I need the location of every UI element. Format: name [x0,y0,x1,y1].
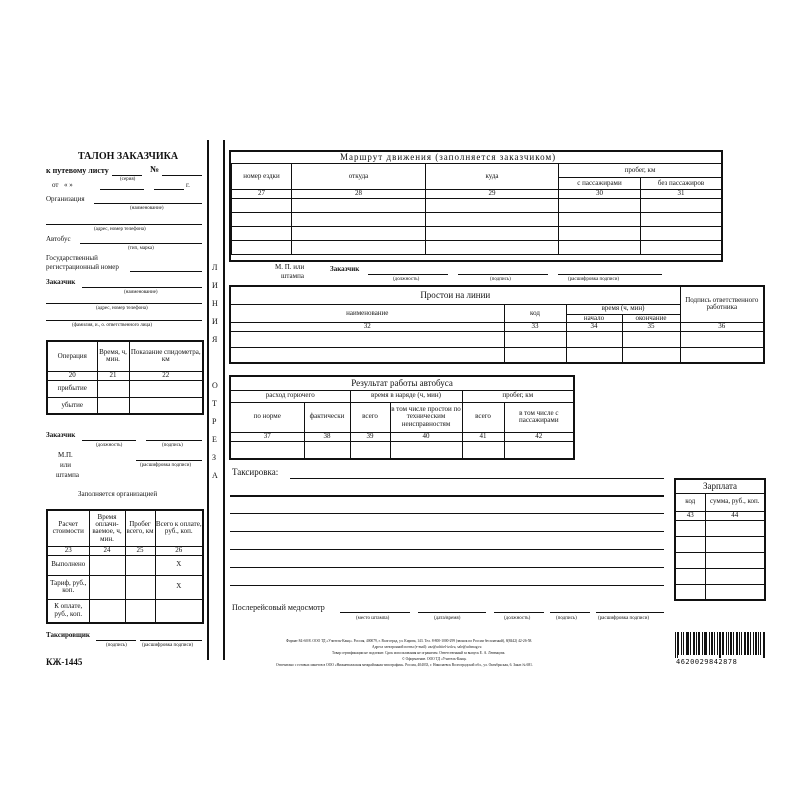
result-header-duty: время в наряде (ч, мин) [350,390,462,402]
route-cell [641,199,722,213]
result-num: 41 [462,432,504,441]
route-sign-caption: (подпись) [490,277,511,282]
op-cell [129,397,203,414]
reg-label-2: регистрационный номер [46,263,119,271]
number-line [162,175,202,176]
calc-x-mark: X [155,555,203,575]
year-line [154,189,184,190]
route-header-run: пробег, км [559,164,722,178]
customer-sign-label: Заказчик [46,431,76,439]
barcode-bar [744,632,745,655]
calc-num: 25 [125,546,155,555]
route-cell [232,213,292,227]
calc-header-total: Всего к оплате, руб., коп. [155,510,203,546]
barcode-bar [731,632,732,655]
decoding-caption: (расшифровка подписи) [140,463,192,468]
tear-line-letter: О [212,381,218,390]
barcode-bar [688,632,689,655]
barcode-bar [714,632,715,655]
imprint-line: © Оформление. ООО ТД «Учитель-Канц» [402,657,467,661]
barcode-bar [690,632,691,655]
barcode-bar [726,632,727,655]
idle-header-time: время (ч, мин) [566,304,680,314]
date-marks: « » [64,181,73,189]
taxing-line [230,567,664,568]
imprint-line: Адреса электронной почты (e-mail): zaz@uchitel-izd.ru, sale@uchmag.ru [372,645,482,649]
route-cell [426,213,559,227]
stamp-stamp: штампа [56,471,79,479]
calc-table [46,509,204,624]
imprint-line: Товар сертификации не подлежит. Срок использования не ограничен. Ответственный за выпуск Е. А. Левенцова. [332,651,506,655]
route-cell [232,227,292,241]
barcode-bar [750,632,751,655]
idle-header-start: начало [566,314,622,322]
salary-header-sum: сумма, руб., коп. [705,493,765,511]
barcode-bar [706,632,707,655]
op-row-arrival: прибытие [47,380,97,397]
salary-cell [705,552,765,568]
salary-cell [675,584,705,600]
barcode-bar [675,632,676,658]
result-header-fuel: расход горючего [230,390,350,402]
bus-label: Автобус [46,235,71,243]
barcode-digits: 4620029842878 [676,658,738,666]
op-cell [97,380,129,397]
year-label: г. [186,181,190,189]
route-header-trip: номер ездки [232,164,292,190]
barcode-bar [699,632,700,655]
barcode-bar [709,632,710,655]
route-header-nopass: без пассажиров [641,178,722,190]
series-line [112,175,142,176]
calc-row-done: Выполнено [47,555,89,575]
route-num: 28 [292,190,426,199]
op-num: 21 [97,371,129,380]
tear-line-letter: А [212,471,218,480]
route-header-from: откуда [292,164,426,190]
from-label: от [52,181,59,189]
to-waybill-label: к путевому листу [46,166,109,175]
org-address-line [46,224,202,225]
medical-caption: (подпись) [556,616,577,621]
route-position-caption: (должность) [393,277,420,282]
barcode-bar [748,632,749,655]
salary-cell [675,536,705,552]
form-code: КЖ-1445 [46,657,83,667]
barcode-bar [694,632,695,655]
reg-label-1: Государственный [46,254,98,262]
idle-header-code: код [504,304,566,322]
result-header-total2: всего [462,402,504,432]
op-cell [97,397,129,414]
month-line [100,189,144,190]
barcode-bar [730,632,731,655]
medical-line [418,612,486,613]
idle-header-sign: Подпись ответственного работника [680,286,764,322]
bus-line [80,243,202,244]
op-num: 22 [129,371,203,380]
taxing-line [230,513,664,514]
op-cell [129,380,203,397]
route-title: Маршрут движения (заполняется заказчиком) [340,152,557,162]
route-cell [232,241,292,255]
taxing-line [230,585,664,586]
salary-cell [675,520,705,536]
customer-address-caption: (адрес, номер телефона) [96,306,148,311]
result-cell [504,441,574,459]
route-num: 31 [641,190,722,199]
calc-header-run: Пробег всего, км [125,510,155,546]
barcode [674,632,766,666]
barcode-bar [736,632,737,655]
barcode-bar [747,632,748,655]
taxing-label: Таксировка: [232,467,279,477]
barcode-bar [760,632,761,655]
customer-name-caption: (наименование) [124,290,158,295]
result-num: 37 [230,432,304,441]
result-cell [350,441,390,459]
taxing-line [230,495,664,497]
org-address-caption: (адрес, номер телефона) [94,227,146,232]
tear-line-letter: Н [212,299,218,308]
route-cell [559,241,641,255]
stub-title: ТАЛОН ЗАКАЗЧИКА [78,151,179,162]
salary-header-code: код [675,493,705,511]
barcode-bar [704,632,705,655]
route-cell [641,241,722,255]
idle-header-end: окончание [622,314,680,322]
calc-num: 24 [89,546,125,555]
barcode-bar [756,632,757,655]
route-num: 30 [559,190,641,199]
calc-cell [89,599,125,623]
medical-line [340,612,410,613]
result-cell [304,441,350,459]
idle-cell [680,331,764,347]
barcode-bar [686,632,687,655]
calc-cell [125,575,155,599]
salary-cell [705,520,765,536]
calc-row-tariff: Тариф, руб., коп. [47,575,89,599]
result-header-pass: в том числе с пассажирами [504,402,574,432]
route-cell [292,227,426,241]
stamp-or: или [60,461,71,469]
calc-header-time: Время оплачи-ваемое, ч, мин. [89,510,125,546]
responsible-caption: (фамилия, и., о. ответственного лица) [72,323,152,328]
op-num: 20 [47,371,97,380]
number-sign: № [150,164,160,174]
barcode-bar [678,632,679,655]
idle-cell [504,347,566,363]
route-cell [292,241,426,255]
route-cell [641,227,722,241]
customer-line [82,287,202,288]
taxing-line [230,531,664,532]
sign-caption: (подпись) [162,443,183,448]
idle-cell [230,347,504,363]
result-header-idle: в том числе простои по техническим неисправностям [390,402,462,432]
result-header-fact: фактически [304,402,350,432]
medical-caption: (должность) [504,616,531,621]
sign-line [146,440,202,441]
barcode-bar [683,632,684,655]
idle-cell [622,347,680,363]
barcode-bar [728,632,729,655]
route-cell [559,213,641,227]
route-customer-label: Заказчик [330,265,360,273]
salary-cell [705,536,765,552]
barcode-bar [745,632,746,655]
stamp-mp: М.П. [58,451,73,459]
calc-num: 23 [47,546,89,555]
barcode-bar [712,632,713,655]
result-num: 42 [504,432,574,441]
route-cell [559,199,641,213]
salary-table [674,478,766,601]
idle-num: 33 [504,322,566,331]
idle-num: 36 [680,322,764,331]
tear-line-letter: Л [212,263,218,272]
barcode-bar [723,632,724,655]
idle-num: 32 [230,322,504,331]
tear-line-letter: З [212,453,217,462]
taxer-label: Таксировщик [46,631,90,639]
barcode-bar [705,632,706,655]
barcode-bar [698,632,699,655]
salary-num: 44 [705,511,765,520]
position-caption: (должность) [96,443,123,448]
barcode-bar [693,632,694,655]
salary-num: 43 [675,511,705,520]
responsible-line [46,320,202,321]
route-stamp-label: штампа [281,272,304,280]
barcode-bar [717,632,718,655]
salary-cell [675,552,705,568]
org-name-caption: (наименование) [130,206,164,211]
calc-cell [89,555,125,575]
barcode-bar [741,632,742,655]
medical-line [550,612,590,613]
medical-line [596,612,664,613]
barcode-bar [677,632,678,658]
barcode-bar [720,632,721,658]
salary-cell [675,568,705,584]
route-sign-line [458,274,548,275]
route-cell [292,199,426,213]
route-mp-label: М. П. или [275,263,305,271]
taxing-line [230,549,664,550]
route-position-line [368,274,448,275]
taxer-sign-line [96,640,136,641]
idle-num: 34 [566,322,622,331]
tear-line-letter: И [212,317,218,326]
medical-label: Послерейсовый медосмотр [232,603,325,612]
calc-cell [155,599,203,623]
idle-table [229,285,765,364]
idle-cell [566,347,622,363]
taxer-decoding-line [140,640,202,641]
result-header-run: пробег, км [462,390,574,402]
idle-cell [680,347,764,363]
barcode-bar [737,632,738,655]
medical-caption: (расшифровка подписи) [598,616,650,621]
barcode-bar [711,632,712,655]
position-line [82,440,136,441]
route-table [231,163,722,255]
barcode-bar [702,632,703,655]
idle-title: Простои на линии [230,286,680,304]
route-decoding-line [558,274,662,275]
result-cell [390,441,462,459]
route-cell [426,241,559,255]
barcode-bar [758,632,759,655]
calc-cell [89,575,125,599]
result-cell [462,441,504,459]
op-header-time: Время, ч, мин. [97,341,129,371]
salary-cell [705,568,765,584]
calc-cell [125,599,155,623]
taxer-decoding-caption: (расшифровка подписи) [142,643,194,648]
barcode-bar [755,632,756,655]
taxer-sign-caption: (подпись) [106,643,127,648]
result-cell [230,441,304,459]
route-cell [426,227,559,241]
tear-line-letter: И [212,281,218,290]
tear-line-right [223,140,225,660]
tear-line-letter: Т [212,399,217,408]
imprint-line: Отпечатано с готовых макетов в ООО «Нижневолжская межрайонная типография». Россия, 404033, г. Николаевск Волгоградской обл., ул. Октябрьская, 6. Заказ № 681. [276,663,533,667]
org-line [94,203,202,204]
medical-caption: (место штампа) [356,616,390,621]
filled-by-org: Заполняется организацией [78,490,158,498]
result-title: Результат работы автобуса [230,376,574,390]
barcode-bar [681,632,682,655]
op-row-departure: убытие [47,397,97,414]
barcode-bar [722,632,723,655]
salary-cell [705,584,765,600]
medical-line [494,612,544,613]
result-header-total: всего [350,402,390,432]
result-header-norm: по норме [230,402,304,432]
route-cell [641,213,722,227]
route-num: 27 [232,190,292,199]
bus-type-caption: (тип, марка) [128,246,154,251]
calc-cell [125,555,155,575]
customer-label: Заказчик [46,278,76,286]
route-num: 29 [426,190,559,199]
calc-num: 26 [155,546,203,555]
customer-address-line [46,303,202,304]
result-num: 40 [390,432,462,441]
calc-row-topay: К оплате, руб., коп. [47,599,89,623]
imprint-line: Формат 84×60/8. ООО ТД «Учитель-Канц». Россия, 400079, г. Волгоград, ул. Кирова, 143. Тел. 8-800-1000-299 (звонок по России бесплатный), 8(8442) 42-26-58. [286,639,533,643]
idle-header-name: наименование [230,304,504,322]
salary-title: Зарплата [675,479,765,493]
barcode-bar [687,632,688,655]
route-header-to: куда [426,164,559,190]
barcode-bar [763,632,764,658]
reg-line [130,271,202,272]
op-header-odometer: Показание спидометра, км [129,341,203,371]
medical-caption: (дата/время) [434,616,461,621]
route-cell [292,213,426,227]
tear-line-letter: Я [212,335,218,344]
result-num: 38 [304,432,350,441]
series-caption: (серия) [120,177,136,182]
barcode-bar [696,632,697,655]
result-table [229,375,575,460]
route-cell [426,199,559,213]
calc-x-mark: X [155,575,203,599]
idle-cell [622,331,680,347]
tear-line-letter: Р [212,417,217,426]
idle-cell [230,331,504,347]
idle-cell [504,331,566,347]
org-label: Организация [46,195,85,203]
idle-num: 35 [622,322,680,331]
barcode-bar [733,632,734,655]
taxing-line [290,478,664,479]
barcode-bar [753,632,754,655]
route-header-pass: с пассажирами [559,178,641,190]
barcode-bar [739,632,740,655]
route-cell [232,199,292,213]
op-header-operation: Операция [47,341,97,371]
route-cell [559,227,641,241]
idle-cell [566,331,622,347]
route-decoding-caption: (расшифровка подписи) [568,277,620,282]
operation-table [46,340,204,415]
tear-line-letter: Е [212,435,217,444]
barcode-bar [764,632,765,658]
tear-line-left [207,140,209,660]
decoding-line [136,460,202,461]
barcode-bar [719,632,720,658]
barcode-bars [674,632,766,658]
result-num: 39 [350,432,390,441]
calc-header-calc: Расчет стоимости [47,510,89,546]
